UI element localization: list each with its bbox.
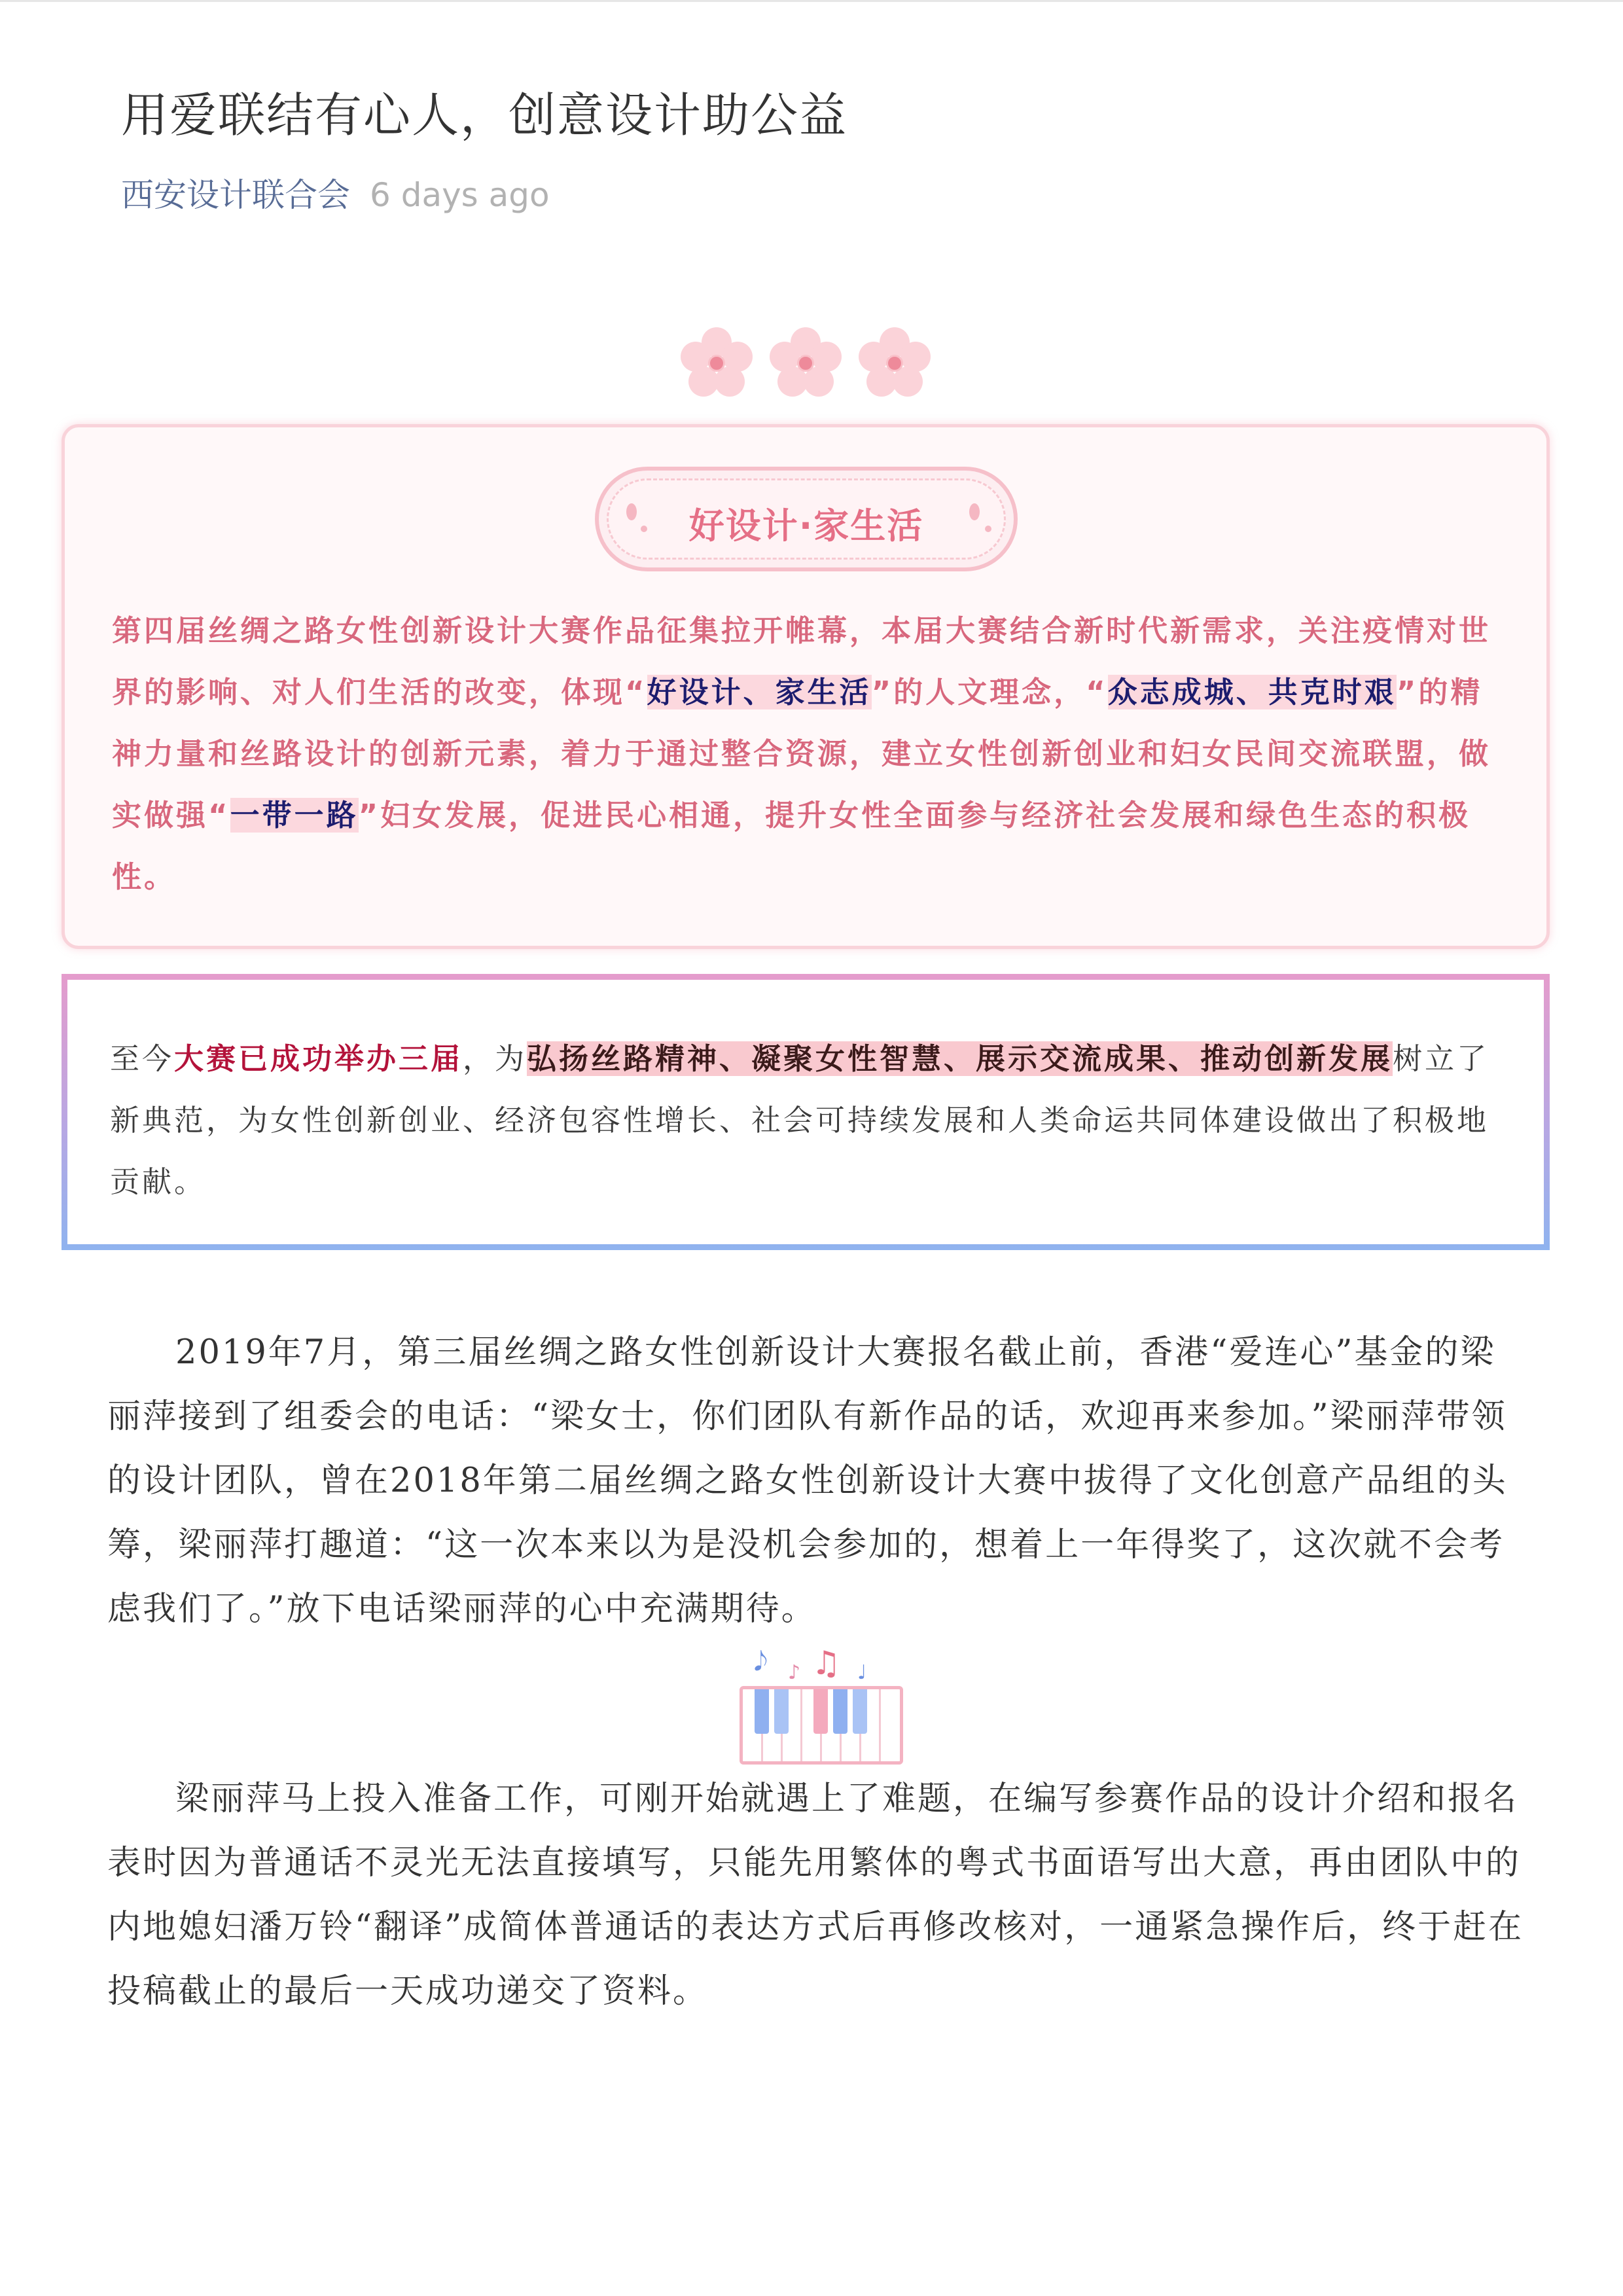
cherry-blossom-icon [770,327,842,399]
author-link[interactable]: 西安设计联合会 [121,176,350,214]
achievement-card [62,974,1550,1250]
highlight-phrase: 好设计、家生活 [647,675,872,709]
cherry-blossom-divider [681,327,942,399]
music-note-icon: ♪ [788,1661,801,1684]
section-title: 好设计·家生活 [688,505,924,547]
article-meta [121,169,550,216]
body-paragraph: 梁丽萍马上投入准备工作，可刚开始就遇上了难题，在编写参赛作品的设计介绍和报名表时因为普通话不灵光无法直接填写，只能先用繁体的粤式书面语写出大意，再由团队中的内地媳妇潘万铃“翻译”成简体普通话的表达方式后再修改核对，一通紧急操作后，终于赶在投稿截止的最后一天成功递交了资料。 [107,1780,1524,2011]
piano-music-icon [734,1644,904,1765]
music-note-icon: 𝅘𝅥𝅮 [754,1647,768,1677]
cherry-blossom-icon [681,327,753,399]
article-title: 用爱联结有心人，创意设计助公益 [121,88,848,143]
music-note-icon: ♫ [812,1644,841,1682]
publish-time: 6 days ago [370,176,550,214]
body-paragraph: 2019年7月，第三届丝绸之路女性创新设计大赛报名截止前，香港“爱连心”基金的梁丽萍接到了组委会的电话：“梁女士，你们团队有新作品的话，欢迎再来参加。”梁丽萍带领的设计团队，曾在2018年第二届丝绸之路女性创新设计大赛中拔得了文化创意产品组的头筹，梁丽萍打趣道：“这一次本来以为是没机会参加的，想着上一年得奖了，这次就不会考虑我们了。”放下电话梁丽萍的心中充满期待。 [107,1333,1508,1628]
emphasis-phrase: 大赛已成功举办三届 [174,1041,463,1076]
highlight-phrase: 一带一路 [230,798,359,833]
intro-card [62,424,1550,949]
top-divider [0,0,1623,2]
highlight-phrase: 众志成城、共克时艰 [1107,675,1397,709]
cherry-blossom-icon [859,327,931,399]
achievement-paragraph: 至今大赛已成功举办三届，为弘扬丝路精神、凝聚女性智慧、展示交流成果、推动创新发展树立了新典范，为女性创新创业、经济包容性增长、社会可持续发展和人类命运共同体建设做出了积极地贡献。 [110,1041,1489,1199]
music-note-icon: ♩ [857,1661,867,1684]
intro-paragraph: 第四届丝绸之路女性创新设计大赛作品征集拉开帷幕，本届大赛结合新时代新需求，关注疫情对世界的影响、对人们生活的改变，体现“好设计、家生活”的人文理念，“众志成城、共克时艰”的精神力量和丝路设计的创新元素，着力于通过整合资源，建立女性创新创业和妇女民间交流联盟，做实做强“一带一路”妇女发展，促进民心相通，提升女性全面参与经济社会发展和绿色生态的积极性。 [112,613,1491,894]
section-title-pill [595,467,1018,571]
highlight-phrase: 弘扬丝路精神、凝聚女性智慧、展示交流成果、推动创新发展 [527,1041,1393,1076]
